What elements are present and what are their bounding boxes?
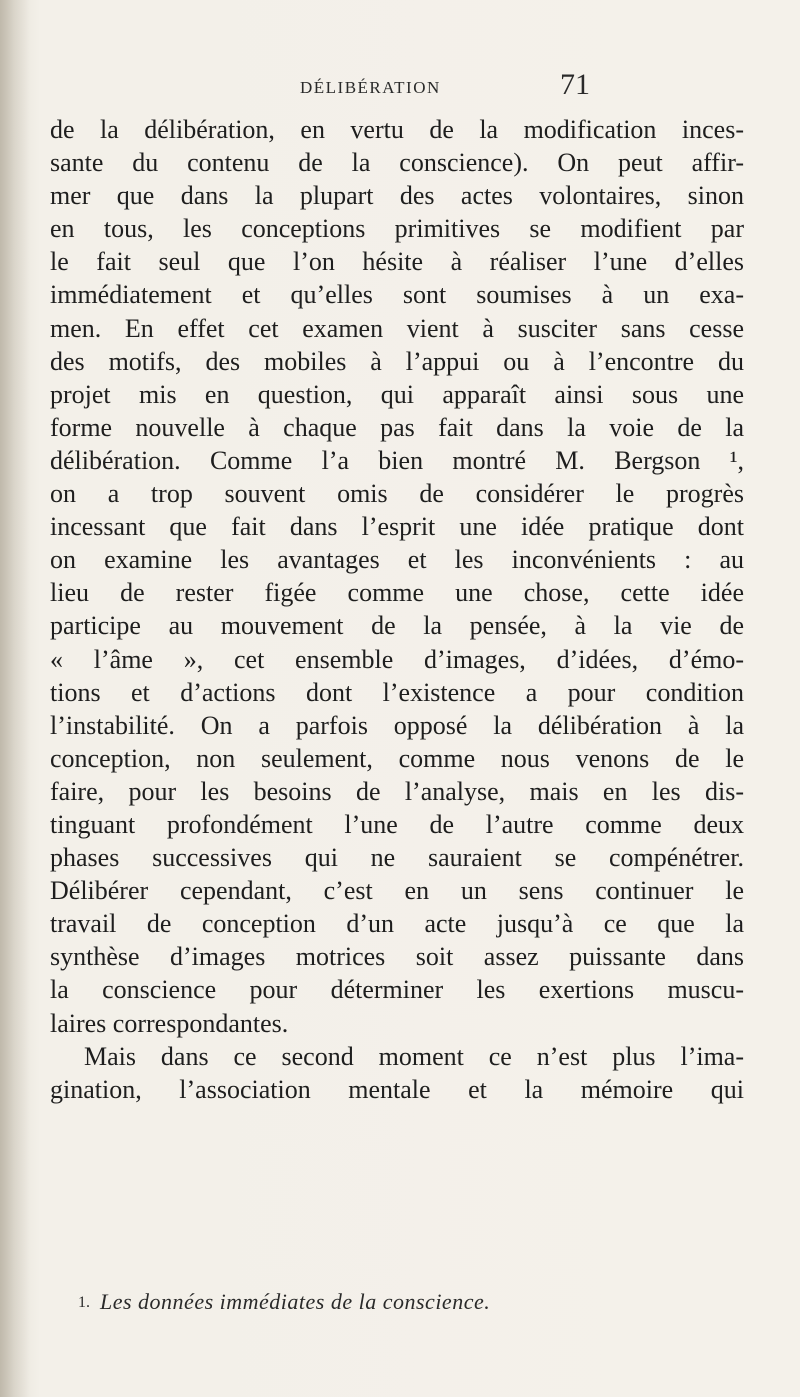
- text-line: immédiatement et qu’elles sont soumises à un exa-: [50, 280, 744, 310]
- text-line: on a trop souvent omis de considérer le progrès: [50, 479, 744, 509]
- footnote: [78, 1289, 490, 1315]
- text-line-paragraph-end: laires correspondantes.: [50, 1008, 289, 1038]
- text-line: on examine les avantages et les inconvénients : au: [50, 545, 744, 575]
- text-line: Délibérer cependant, c’est en un sens continuer le: [50, 876, 744, 906]
- text-line: travail de conception d’un acte jusqu’à ce que la: [50, 909, 744, 939]
- text-line: men. En effet cet examen vient à susciter sans cesse: [50, 313, 744, 343]
- text-line: sante du contenu de la conscience). On peut affir-: [50, 148, 744, 178]
- text-line: tinguant profondément l’une de l’autre comme deux: [50, 809, 744, 839]
- text-line: tions et d’actions dont l’existence a pour condition: [50, 677, 744, 707]
- text-line: « l’âme », cet ensemble d’images, d’idées, d’émo-: [50, 644, 744, 674]
- text-line: incessant que fait dans l’esprit une idée pratique dont: [50, 512, 744, 542]
- text-line: phases successives qui ne sauraient se compénétrer.: [50, 843, 744, 873]
- text-line: délibération. Comme l’a bien montré M. Bergson ¹,: [50, 445, 744, 475]
- text-line: le fait seul que l’on hésite à réaliser l’une d’elles: [50, 247, 744, 277]
- body-text: [50, 113, 744, 1106]
- running-title: DÉLIBÉRATION: [300, 78, 441, 97]
- text-line: faire, pour les besoins de l’analyse, mais en les dis-: [50, 776, 744, 806]
- text-line: conception, non seulement, comme nous venons de le: [50, 743, 744, 773]
- text-line: l’instabilité. On a parfois opposé la délibération à la: [50, 710, 744, 740]
- text-line: des motifs, des mobiles à l’appui ou à l’encontre du: [50, 346, 744, 376]
- text-line: gination, l’association mentale et la mémoire qui: [50, 1074, 744, 1104]
- text-line: forme nouvelle à chaque pas fait dans la voie de la: [50, 412, 744, 442]
- text-line: mer que dans la plupart des actes volontaires, sinon: [50, 181, 744, 211]
- text-line: en tous, les conceptions primitives se modifient par: [50, 214, 744, 244]
- text-line: projet mis en question, qui apparaît ainsi sous une: [50, 379, 744, 409]
- footnote-number: 1.: [78, 1294, 90, 1311]
- text-line: la conscience pour déterminer les exertions muscu-: [50, 975, 744, 1005]
- text-line-paragraph-start: Mais dans ce second moment ce n’est plus l’ima-: [84, 1041, 744, 1071]
- footnote-text: Les données immédiates de la conscience.: [100, 1289, 491, 1314]
- text-line: participe au mouvement de la pensée, à la vie de: [50, 611, 744, 641]
- page-number: 71: [560, 68, 590, 101]
- page-gutter-shadow: [0, 0, 30, 1397]
- text-line: de la délibération, en vertu de la modification inces-: [50, 115, 744, 144]
- text-line: lieu de rester figée comme une chose, cette idée: [50, 578, 744, 608]
- running-head: [300, 68, 590, 108]
- text-line: synthèse d’images motrices soit assez puissante dans: [50, 942, 744, 972]
